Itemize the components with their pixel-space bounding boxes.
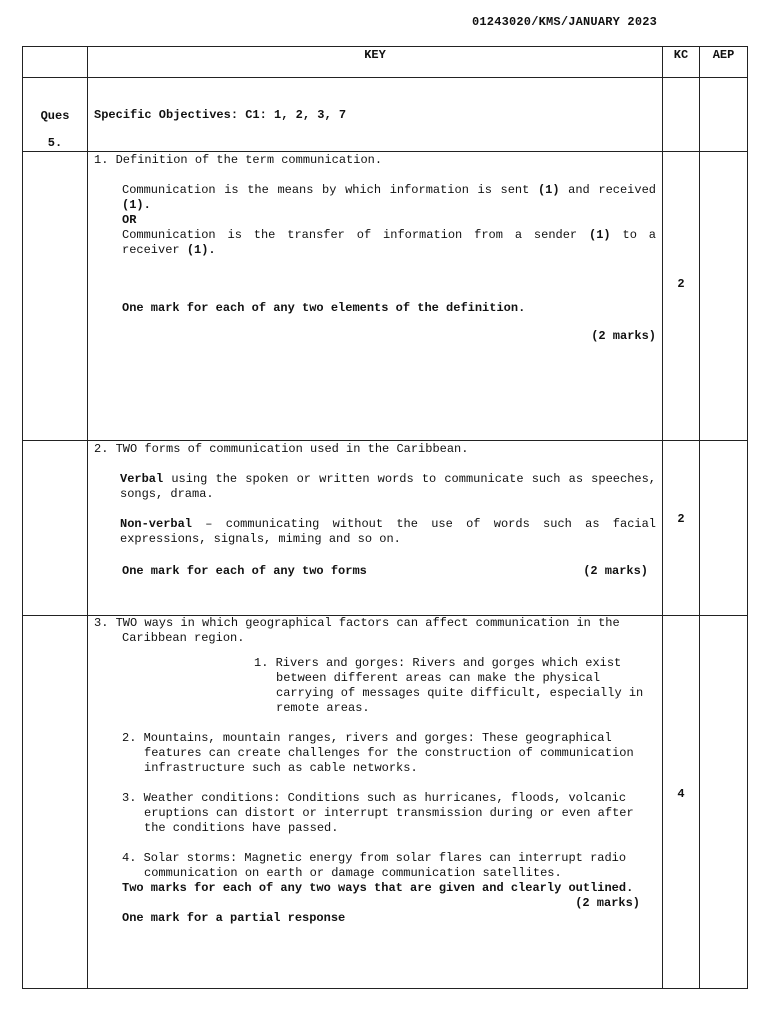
q3-item-3: 3. Weather conditions: Conditions such as hurricanes, floods, volcanic eruptions can distort or interrupt transmission during or even after the conditions have passed. [122,791,634,835]
q1-scheme: One mark for each of any two elements of the definition. [122,301,526,315]
q1-def1-mark-2: (1). [122,198,151,212]
q2-nonverbal-text: – communicating without the use of words such as facial expressions, signals, miming and so on. [120,517,656,546]
q1-def2-text-a: Communication is the transfer of information from a sender [122,228,578,242]
q1-definition-1 [94,183,656,213]
q3-content [88,616,663,989]
q1-content [88,152,663,441]
q3-title-wrap [94,616,656,646]
q1-kc: 2 [663,152,700,441]
q2-nonverbal-label: Non-verbal [120,517,193,531]
marking-scheme-table [22,46,748,989]
document-code: 01243020/KMS/JANUARY 2023 [472,15,658,29]
q3-item-4: 4. Solar storms: Magnetic energy from solar flares can interrupt radio communication on earth or damage communication satellites. [122,851,627,880]
q3-title: 3. TWO ways in which geographical factors can affect communication in the Caribbean region. [94,616,620,645]
q1-def2-text-b: to a receiver [122,228,657,257]
q1-def2-mark-1: (1) [589,228,611,242]
q3-kc: 4 [663,616,700,989]
q1-def2-mark-2: (1). [186,243,216,257]
q3-marks: (2 marks) [575,896,640,910]
q3-list [94,731,656,881]
q2-title: 2. TWO forms of communication used in the Caribbean. [94,442,469,456]
q2-marks: (2 marks) [583,564,648,578]
kc-header: KC [663,47,700,78]
q2-content [88,441,663,616]
q3-scheme: Two marks for each of any two ways that are given and clearly outlined. [122,881,634,895]
q1-marks: (2 marks) [591,329,656,343]
q3-aep [700,616,748,989]
q3-item-1-wrap [94,656,656,716]
question-label: Ques [40,109,70,123]
q2-scheme-line [94,564,656,579]
q2-row [23,441,748,616]
table-header-row [23,47,748,78]
q3-row [23,616,748,989]
q3-scheme-line [94,881,656,910]
aep-header: AEP [700,47,748,78]
objectives-aep-cell [700,78,748,152]
q1-title: 1. Definition of the term communication. [94,153,383,167]
q1-def1-text-a: Communication is the means by which information is sent [122,183,530,197]
q2-nonverbal [94,517,656,547]
objectives-row [23,78,748,152]
q3-item-2: 2. Mountains, mountain ranges, rivers and gorges: These geographical features can create challenges for the construction of communication infrastructure such as cable networks. [122,731,634,775]
q2-verbal [94,472,656,502]
q1-aep [700,152,748,441]
question-label-cell [23,78,88,152]
q1-or: OR [122,213,137,227]
key-header: KEY [88,47,663,78]
q2-aep [700,441,748,616]
q2-scheme: One mark for each of any two forms [122,564,367,578]
q3-partial: One mark for a partial response [122,911,346,925]
q1-def1-mark-1: (1) [537,183,560,197]
question-number: 5. [47,136,63,150]
q2-kc: 2 [663,441,700,616]
q2-blank-cell [23,441,88,616]
q3-item-1: 1. Rivers and gorges: Rivers and gorges which exist between different areas can make the physical carrying of messages quite difficult, especially in remote areas. [254,656,644,715]
q2-verbal-text: using the spoken or written words to communicate such as speeches, songs, drama. [120,472,656,501]
specific-objectives: Specific Objectives: C1: 1, 2, 3, 7 [88,78,663,152]
q1-blank-cell [23,152,88,441]
q1-row [23,152,748,441]
q1-definition-2 [94,228,656,258]
q2-verbal-label: Verbal [120,472,164,486]
header-blank-cell [23,47,88,78]
q1-def1-text-b: and received [568,183,656,197]
objectives-kc-cell [663,78,700,152]
q3-blank-cell [23,616,88,989]
